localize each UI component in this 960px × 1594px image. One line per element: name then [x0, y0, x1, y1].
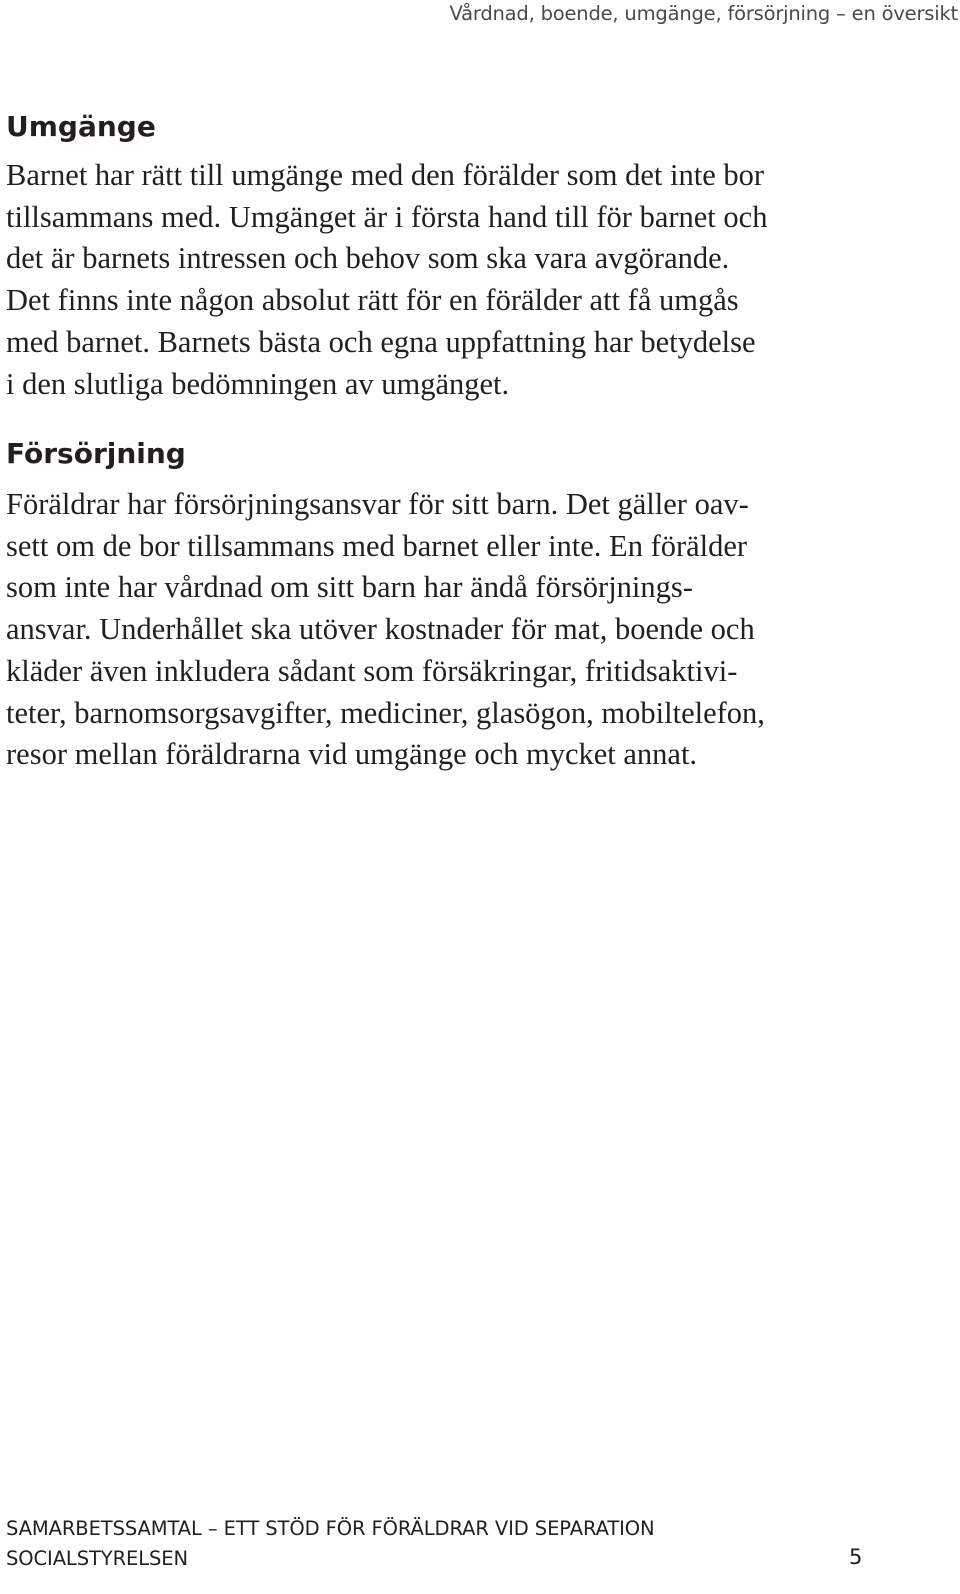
- section-heading-forsorjning: Försörjning: [6, 437, 186, 470]
- body-line: det är barnets intressen och behov som ska vara avgörande.: [6, 241, 730, 276]
- body-line: ansvar. Underhållet ska utöver kostnader för mat, boende och: [6, 612, 755, 647]
- body-line: i den slutliga bedömningen av umgänget.: [6, 366, 510, 401]
- body-line: resor mellan föräldrarna vid umgänge och mycket annat.: [6, 737, 698, 772]
- body-line: Barnet har rätt till umgänge med den förälder som det inte bor: [6, 158, 765, 192]
- body-line: kläder även inkludera sådant som försäkringar, fritidsaktivi-: [6, 653, 738, 688]
- section-body-umgange: [6, 155, 946, 405]
- body-line: med barnet. Barnets bästa och egna uppfattning har betydelse: [6, 324, 756, 359]
- body-line: teter, barnomsorgsavgifter, mediciner, glasögon, mobiltelefon,: [6, 695, 765, 730]
- section-heading-umgange: Umgänge: [6, 110, 156, 143]
- body-line: sett om de bor tillsammans med barnet eller inte. En förälder: [6, 528, 748, 563]
- section-body-forsorjning: [6, 484, 946, 776]
- running-header: Vårdnad, boende, umgänge, försörjning – en översikt: [449, 2, 958, 25]
- body-line: tillsammans med. Umgänget är i första hand till för barnet och: [6, 199, 768, 234]
- body-line: som inte har vårdnad om sitt barn har ändå försörjnings-: [6, 570, 693, 605]
- footer-organization: SOCIALSTYRELSEN: [6, 1547, 189, 1570]
- body-line: Det finns inte någon absolut rätt för en förälder att få umgås: [6, 283, 739, 318]
- body-line: Föräldrar har försörjningsansvar för sitt barn. Det gäller oav-: [6, 487, 749, 521]
- page-number: 5: [849, 1545, 863, 1569]
- footer-publication-title: SAMARBETSSAMTAL – ETT STÖD FÖR FÖRÄLDRAR VID SEPARATION: [6, 1517, 655, 1540]
